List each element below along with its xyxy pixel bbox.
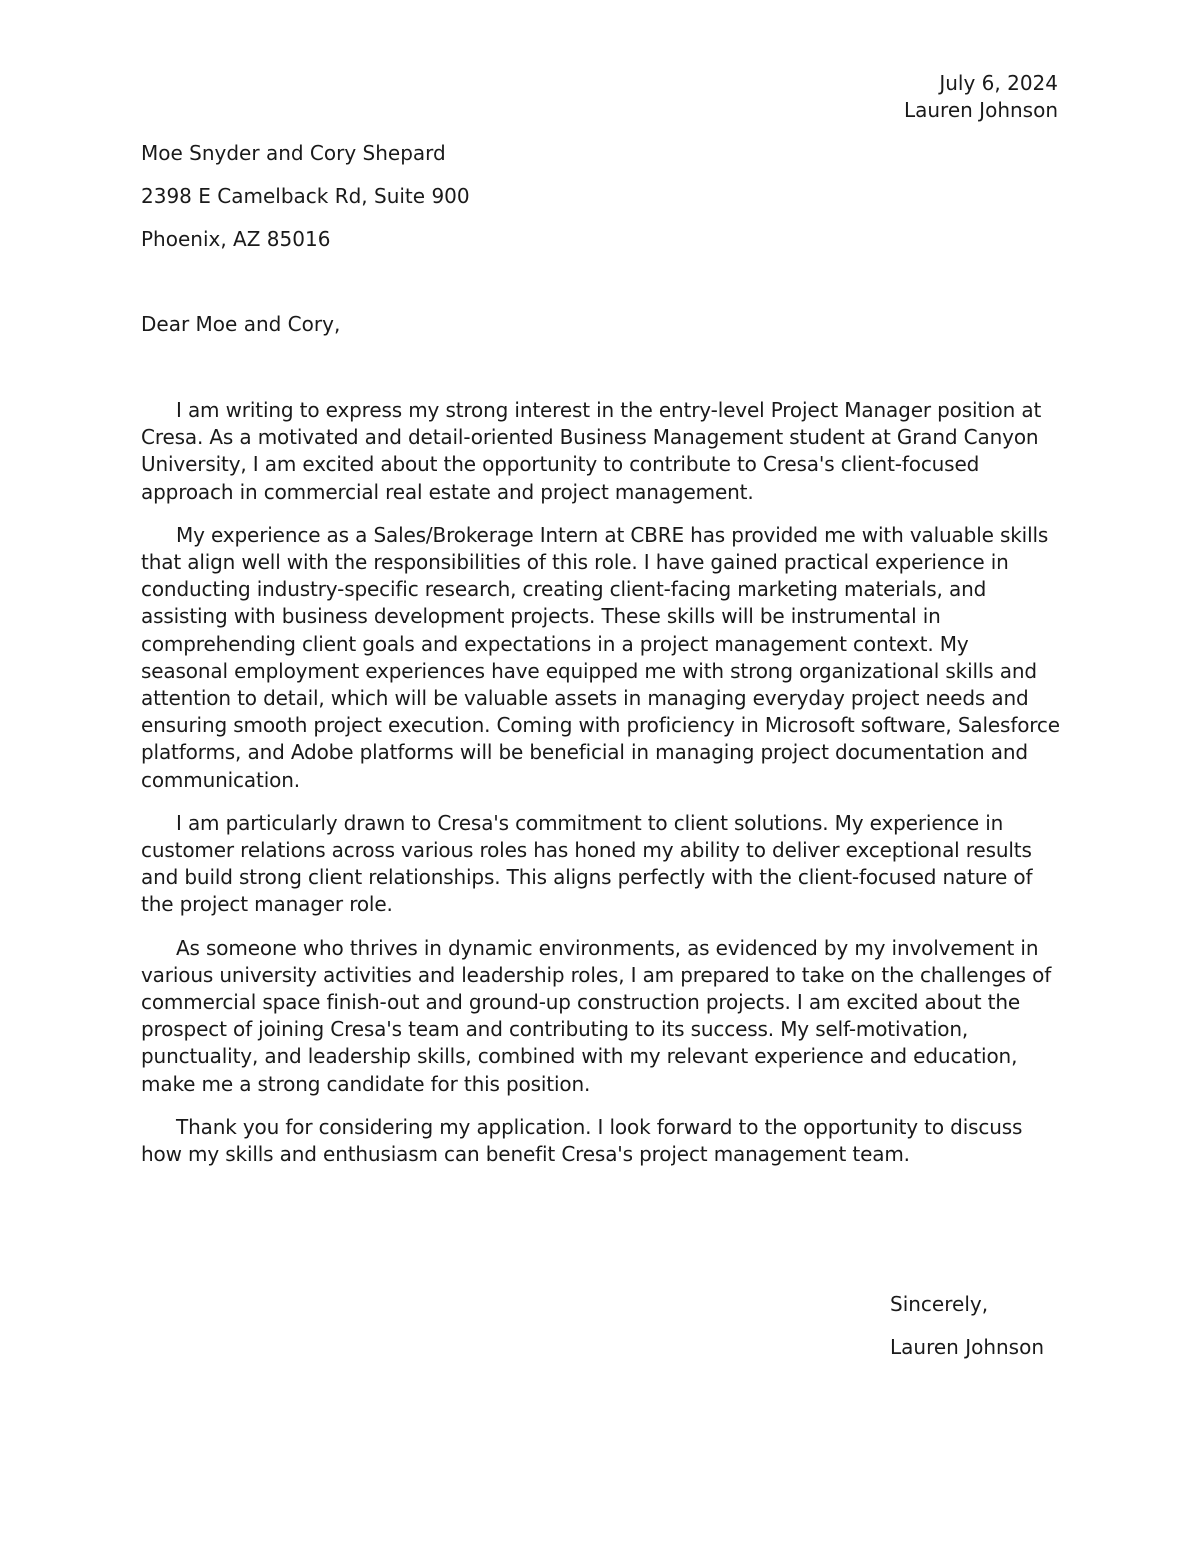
body-paragraph-5: Thank you for considering my application. I look forward to the opportunity to discuss how my skills and enthusiasm can benefit Cresa's project management team. [141,1114,1023,1167]
closing-phrase: Sincerely, [890,1292,989,1316]
recipient-names: Moe Snyder and Cory Shepard [141,141,446,165]
letter-body [141,397,1061,1184]
body-paragraph-1: I am writing to express my strong interest in the entry-level Project Manager position at Cresa. As a motivated and detail-oriented Business Management student at Grand Canyon University, I am excited about the opportunity to contribute to Cresa's client-focused approach in commercial real estate and project management. [141,398,1042,504]
signature-name: Lauren Johnson [890,1335,1045,1359]
sender-name: Lauren Johnson [903,98,1058,122]
body-paragraph-4: As someone who thrives in dynamic environments, as evidenced by my involvement in various university activities and leadership roles, I am prepared to take on the challenges of commercial space finish-out and ground-up construction projects. I am excited about the prospect of joining Cresa's team and contributing to its success. My self-motivation, punctuality, and leadership skills, combined with my relevant experience and education, make me a strong candidate for this position. [141,935,1052,1096]
recipient-city: Phoenix, AZ 85016 [141,227,331,251]
recipient-street: 2398 E Camelback Rd, Suite 900 [141,184,470,208]
letter-header [904,70,1058,124]
letter-date: July 6, 2024 [939,71,1058,95]
salutation: Dear Moe and Cory, [141,312,341,336]
recipient-address [141,140,470,269]
body-paragraph-3: I am particularly drawn to Cresa's commitment to client solutions. My experience in customer relations across various roles has honed my ability to deliver exceptional results and build strong client relationships. This aligns perfectly with the client-focused nature of the project manager role. [141,810,1033,917]
body-paragraph-2: My experience as a Sales/Brokerage Intern at CBRE has provided me with valuable skills that align well with the responsibilities of this role. I have gained practical experience in conducting industry-specific research, creating client-facing marketing materials, and assisting with business development projects. These skills will be instrumental in comprehending client goals and expectations in a project management context. My seasonal employment experiences have equipped me with strong organizational skills and attention to detail, which will be valuable assets in managing everyday project needs and ensuring smooth project execution. Coming with proficiency in Microsoft software, Salesforce platforms, and Adobe platforms will be beneficial in managing project documentation and communication. [141,522,1060,792]
letter-closing [890,1291,1044,1377]
